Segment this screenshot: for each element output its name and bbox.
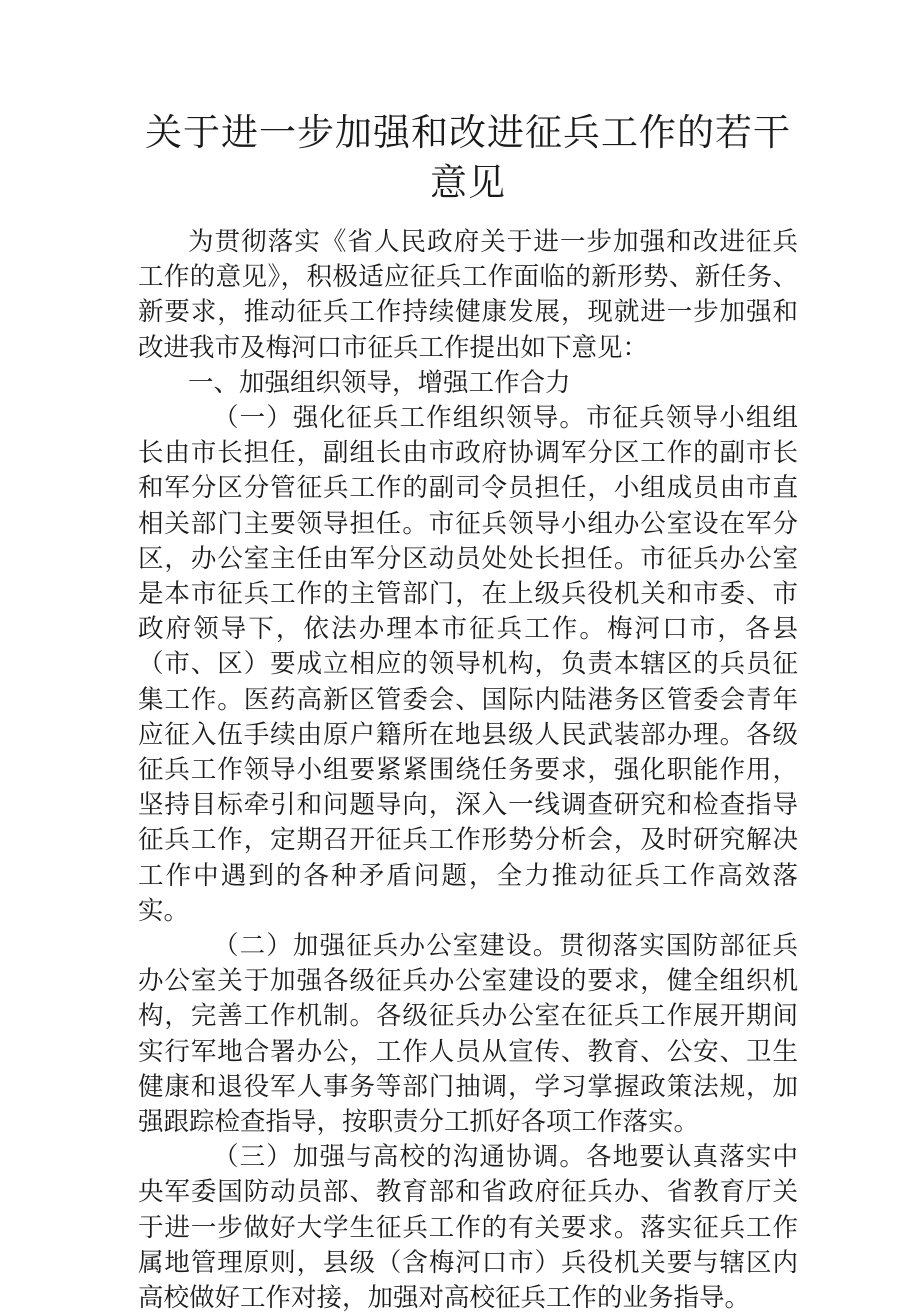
intro-paragraph: 为贯彻落实《省人民政府关于进一步加强和改进征兵工作的意见》，积极适应征兵工作面临的新形势、新任务、新要求，推动征兵工作持续健康发展，现就进一步加强和改进我市及梅河口市征兵工作提出如下意见：	[138, 227, 798, 363]
document-title: 关于进一步加强和改进征兵工作的若干意见	[145, 111, 791, 204]
subsection-paragraph-2: （二）加强征兵办公室建设。贯彻落实国防部征兵办公室关于加强各级征兵办公室建设的要求，健全组织机构，完善工作机制。各级征兵办公室在征兵工作展开期间实行军地合署办公，工作人员从宣传、教育、公安、卫生健康和退役军人事务等部门抽调，学习掌握政策法规，加强跟踪检查指导，按职责分工抓好各项工作落实。	[138, 931, 798, 1138]
subsection-paragraph-1: （一）强化征兵工作组织领导。市征兵领导小组组长由市长担任，副组长由市政府协调军分区工作的副市长和军分区分管征兵工作的副司令员担任，小组成员由市直相关部门主要领导担任。市征兵领导小组办公室设在军分区，办公室主任由军分区动员处处长担任。市征兵办公室是本市征兵工作的主管部门，在上级兵役机关和市委、市政府领导下，依法办理本市征兵工作。梅河口市，各县（市、区）要成立相应的领导机构，负责本辖区的兵员征集工作。医药高新区管委会、国际内陆港务区管委会青年应征入伍手续由原户籍所在地县级人民武装部办理。各级征兵工作领导小组要紧紧围绕任务要求，强化职能作用，坚持目标牵引和问题导向，深入一线调查研究和检查指导征兵工作，定期召开征兵工作形势分析会，及时研究解决工作中遇到的各种矛盾问题，全力推动征兵工作高效落实。	[138, 403, 798, 926]
document-body	[138, 225, 798, 1316]
subsection-paragraph-3: （三）加强与高校的沟通协调。各地要认真落实中央军委国防动员部、教育部和省政府征兵办、省教育厅关于进一步做好大学生征兵工作的有关要求。落实征兵工作属地管理原则，县级（含梅河口市）兵役机关要与辖区内高校做好工作对接，加强对高校征兵工作的业务指导。	[138, 1142, 798, 1314]
section-heading-1: 一、加强组织领导，增强工作合力	[188, 367, 571, 398]
